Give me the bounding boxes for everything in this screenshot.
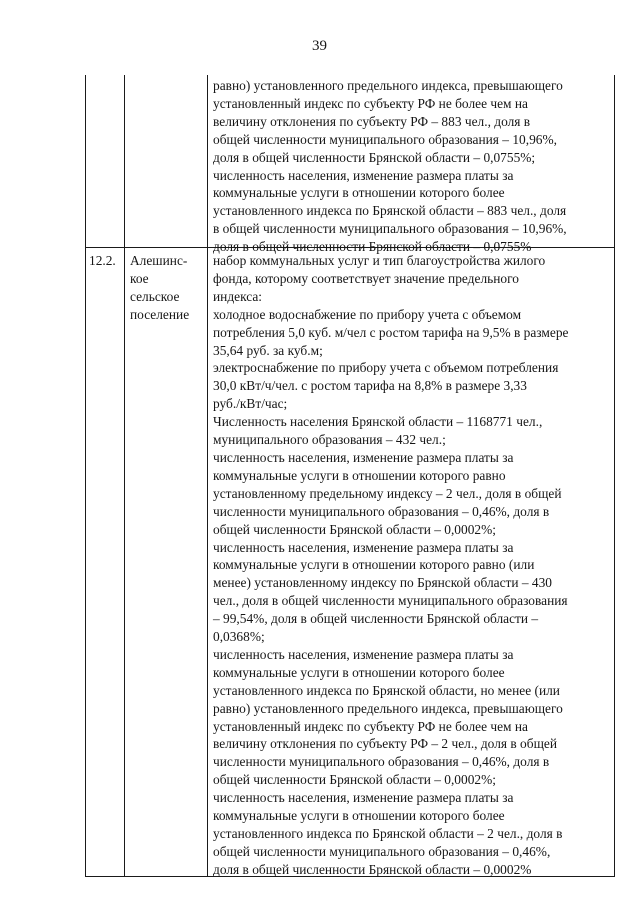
text-line: величину отклонения по субъекту РФ – 883 чел., доля в bbox=[213, 113, 531, 129]
text-line: менее) установленному индексу по Брянской области – 430 bbox=[213, 575, 553, 591]
row-content bbox=[213, 252, 568, 879]
text-line: установленному предельному индексу – 2 чел., доля в общей bbox=[213, 485, 562, 501]
text-line: численности муниципального образования – 0,46%, доля в bbox=[213, 754, 550, 770]
text-line: фонда, которому соответствует значение предельного bbox=[213, 270, 519, 286]
text-line: равно) установленного предельного индекса, превышающего bbox=[213, 78, 563, 93]
text-line: в общей численности муниципального образования – 10,96%, bbox=[213, 221, 567, 237]
text-line: коммунальные услуги в отношении которого более bbox=[213, 808, 505, 824]
page-number: 39 bbox=[312, 38, 327, 54]
text-line: численность населения, изменение размера платы за bbox=[213, 790, 514, 806]
text-line: Алешинс- bbox=[130, 253, 188, 268]
text-line: муниципального образования – 432 чел.; bbox=[213, 432, 446, 448]
text-line: коммунальные услуги в отношении которого равно bbox=[213, 467, 506, 483]
text-line: чел., доля в общей численности муниципального образования bbox=[213, 593, 568, 609]
row-number: 12.2. bbox=[89, 253, 116, 268]
text-line: сельское bbox=[130, 288, 180, 304]
continued-row-content bbox=[213, 77, 567, 256]
text-line: общей численности Брянской области – 0,0002%; bbox=[213, 521, 496, 537]
text-line: 30,0 кВт/ч/чел. с ростом тарифа на 8,8% в размере 3,33 bbox=[213, 378, 527, 394]
text-line: электроснабжение по прибору учета с объемом потребления bbox=[213, 360, 559, 376]
text-line: величину отклонения по субъекту РФ – 2 чел., доля в общей bbox=[213, 736, 557, 752]
row-municipality-name bbox=[130, 252, 189, 324]
text-line: численность населения, изменение размера платы за bbox=[213, 646, 514, 662]
text-line: общей численности муниципального образования – 0,46%, bbox=[213, 843, 551, 859]
text-line: 0,0368%; bbox=[213, 629, 265, 645]
text-line: доля в общей численности Брянской области – 0,0002% bbox=[213, 861, 532, 877]
text-line: 35,64 руб. за куб.м; bbox=[213, 342, 323, 358]
text-line: доля в общей численности Брянской области – 0,0755%; bbox=[213, 149, 536, 165]
text-line: холодное водоснабжение по прибору учета с объемом bbox=[213, 306, 522, 322]
text-line: коммунальные услуги в отношении которого более bbox=[213, 664, 505, 680]
text-line: численность населения, изменение размера платы за bbox=[213, 449, 514, 465]
text-line: установленного индекса по Брянской области – 883 чел., доля bbox=[213, 203, 567, 219]
text-line: равно) установленного предельного индекса, превышающего bbox=[213, 700, 563, 716]
column-divider-name bbox=[207, 75, 208, 876]
text-line: Численность населения Брянской области – 1168771 чел., bbox=[213, 414, 543, 430]
text-line: установленного индекса по Брянской области, но менее (или bbox=[213, 682, 560, 698]
text-line: индекса: bbox=[213, 288, 263, 304]
text-line: руб./кВт/час; bbox=[213, 396, 288, 412]
text-line: потребления 5,0 куб. м/чел с ростом тарифа на 9,5% в размере bbox=[213, 324, 569, 340]
text-line: – 99,54%, доля в общей численности Брянской области – bbox=[213, 611, 539, 627]
text-line: кое bbox=[130, 270, 149, 286]
text-line: численность населения, изменение размера платы за bbox=[213, 539, 514, 555]
text-line: общей численности Брянской области – 0,0002%; bbox=[213, 772, 496, 788]
text-line: коммунальные услуги в отношении которого более bbox=[213, 185, 505, 201]
text-line: коммунальные услуги в отношении которого равно (или bbox=[213, 557, 535, 573]
tariff-table bbox=[85, 75, 615, 877]
text-line: поселение bbox=[130, 306, 190, 322]
text-line: численности муниципального образования – 0,46%, доля в bbox=[213, 503, 550, 519]
text-line: численность населения, изменение размера платы за bbox=[213, 167, 514, 183]
text-line: набор коммунальных услуг и тип благоустройства жилого bbox=[213, 253, 546, 268]
text-line: общей численности муниципального образования – 10,96%, bbox=[213, 131, 557, 147]
text-line: установленного индекса по Брянской области – 2 чел., доля в bbox=[213, 826, 563, 841]
text-line: установленный индекс по субъекту РФ не более чем на bbox=[213, 718, 528, 734]
text-line: доля в общей численности Брянской области – 0,0755% bbox=[213, 239, 532, 255]
column-divider-number bbox=[124, 75, 125, 876]
text-line: установленный индекс по субъекту РФ не более чем на bbox=[213, 95, 528, 111]
